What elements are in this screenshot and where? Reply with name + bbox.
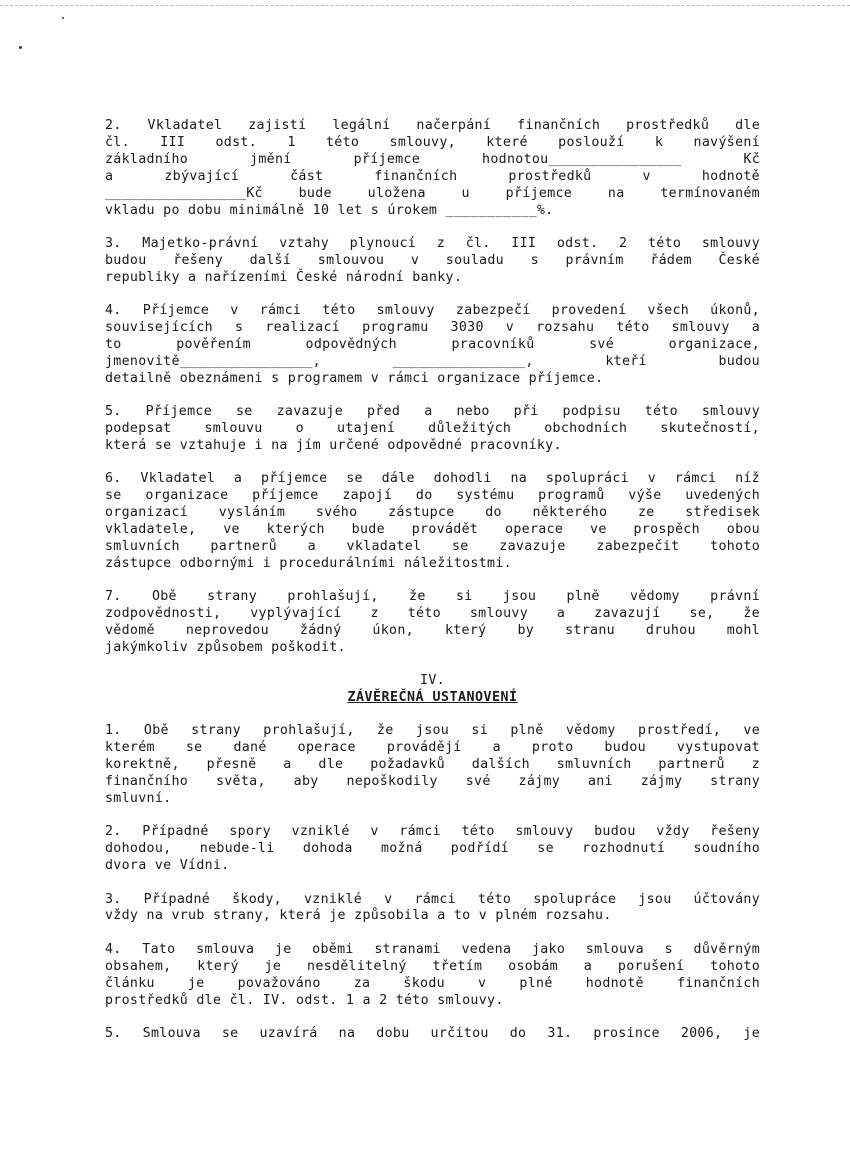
text-line: 5. Smlouva se uzavírá na dobu určitou do 31. prosince 2006, je: [105, 1025, 760, 1041]
text-line: finančního světa, aby nepoškodily své zájmy ani zájmy strany: [105, 774, 760, 789]
paragraph-iii-5: [105, 404, 760, 455]
text-line: 3. Případné škody, vzniklé v rámci této spolupráce jsou účtovány: [105, 891, 760, 907]
paragraph-iv-5: [105, 1026, 760, 1043]
text-line: kterém se dané operace provádějí a proto budou vystupovat: [105, 740, 760, 756]
text-line: 4. Příjemce v rámci této smlouvy zabezpečí provedení všech úkonů,: [105, 303, 760, 319]
text-line: zodpovědnosti, vyplývající z této smlouvy a zavazují se, že: [105, 606, 760, 622]
text-line: vědomě neprovedou žádný úkon, který by stranu druhou mohl: [105, 623, 760, 639]
paragraph-iii-7: [105, 589, 760, 657]
paragraph-iv-3: [105, 892, 760, 926]
section-title: ZÁVĚREČNÁ USTANOVENÍ: [347, 690, 518, 706]
text-line: detailně obeznámeni s programem v rámci organizace příjemce.: [105, 370, 604, 386]
text-line: 3. Majetko-právní vztahy plynoucí z čl. III odst. 2 této smlouvy: [105, 235, 760, 251]
scan-speck: [62, 17, 64, 19]
paragraph-iv-1: [105, 723, 760, 808]
text-line: budou řešeny další smlouvou v souladu s právním řádem České: [105, 252, 760, 268]
text-line: která se vztahuje i na jím určené odpovědné pracovníky.: [105, 438, 562, 453]
text-line: podepsat smlouvu o utajení důležitých obchodních skutečností,: [105, 421, 760, 437]
section-heading: [105, 673, 760, 707]
text-line: článku je považováno za škodu v plné hodnotě finančních: [105, 975, 760, 991]
text-line: dohodou, nebude-li dohoda možná podřídí se rozhodnutí soudního: [105, 841, 760, 857]
paragraph-iii-3: [105, 236, 760, 287]
text-line: 5. Příjemce se zavazuje před a nebo při podpisu této smlouvy: [105, 404, 760, 420]
text-line: smluvní.: [105, 790, 172, 806]
text-line: prostředků dle čl. IV. odst. 1 a 2 této smlouvy.: [105, 992, 504, 1008]
text-line: čl. III odst. 1 této smlouvy, které poslouží k navýšení: [105, 134, 760, 150]
text-line: smluvních partnerů a vkladatel se zavazuje zabezpečit tohoto: [105, 539, 760, 555]
text-line: se organizace příjemce zapojí do systému programů výše uvedených: [105, 488, 760, 504]
paragraph-iv-4: [105, 942, 760, 1010]
paragraph-iii-2: [105, 118, 760, 219]
text-line: to pověřením odpovědných pracovníků své organizace,: [105, 336, 760, 352]
text-line: souvisejících s realizací programu 3030 v rozsahu této smlouvy a: [105, 320, 760, 336]
text-line: základního jmění příjemce hodnotou________________ Kč: [105, 151, 760, 167]
text-line: obsahem, který je nesdělitelný třetím osobám a porušení tohoto: [105, 958, 760, 974]
text-line: vkladatele, ve kterých bude provádět operace ve prospěch obou: [105, 522, 760, 538]
text-line: jakýmkoliv způsobem poškodit.: [105, 640, 346, 656]
text-line: organizací vysláním svého zástupce do některého ze středisek: [105, 505, 760, 521]
text-line: 6. Vkladatel a příjemce se dále dohodli na spolupráci v rámci níž: [105, 471, 760, 487]
text-line: vždy na vrub strany, která je způsobila a to v plném rozsahu.: [105, 908, 612, 924]
scan-edge-artifact: [0, 5, 850, 12]
section-number: IV.: [420, 673, 445, 689]
text-line: 1. Obě strany prohlašují, že jsou si plně vědomy prostředí, ve: [105, 723, 760, 739]
text-line: 7. Obě strany prohlašují, že si jsou plně vědomy právní: [105, 589, 760, 605]
text-line: jmenovitě________________, ________________, kteří budou: [105, 353, 760, 369]
text-line: _________________Kč bude uložena u příjemce na termínovaném: [105, 185, 760, 201]
paragraph-iv-2: [105, 824, 760, 875]
text-line: vkladu po dobu minimálně 10 let s úrokem ___________%.: [105, 202, 554, 218]
text-line: 2. Vkladatel zajistí legální načerpání finančních prostředků dle: [105, 118, 760, 133]
text-line: a zbývající část finančních prostředků v hodnotě: [105, 168, 760, 184]
text-line: dvora ve Vídni.: [105, 858, 230, 874]
text-line: 2. Případné spory vzniklé v rámci této smlouvy budou vždy řešeny: [105, 824, 760, 840]
text-line: zástupce odbornými i procedurálními náležitostmi.: [105, 555, 512, 571]
paragraph-iii-6: [105, 471, 760, 572]
paragraph-iii-4: [105, 303, 760, 388]
text-line: republiky a nařízeními České národní banky.: [105, 269, 463, 285]
document-page: [105, 118, 760, 1059]
text-line: 4. Tato smlouva je oběmi stranami vedena jako smlouva s důvěrným: [105, 941, 760, 957]
text-line: korektně, přesně a dle požadavků dalších smluvních partnerů z: [105, 757, 760, 773]
scan-speck: [19, 46, 22, 49]
section-title-wrap: [105, 690, 760, 707]
